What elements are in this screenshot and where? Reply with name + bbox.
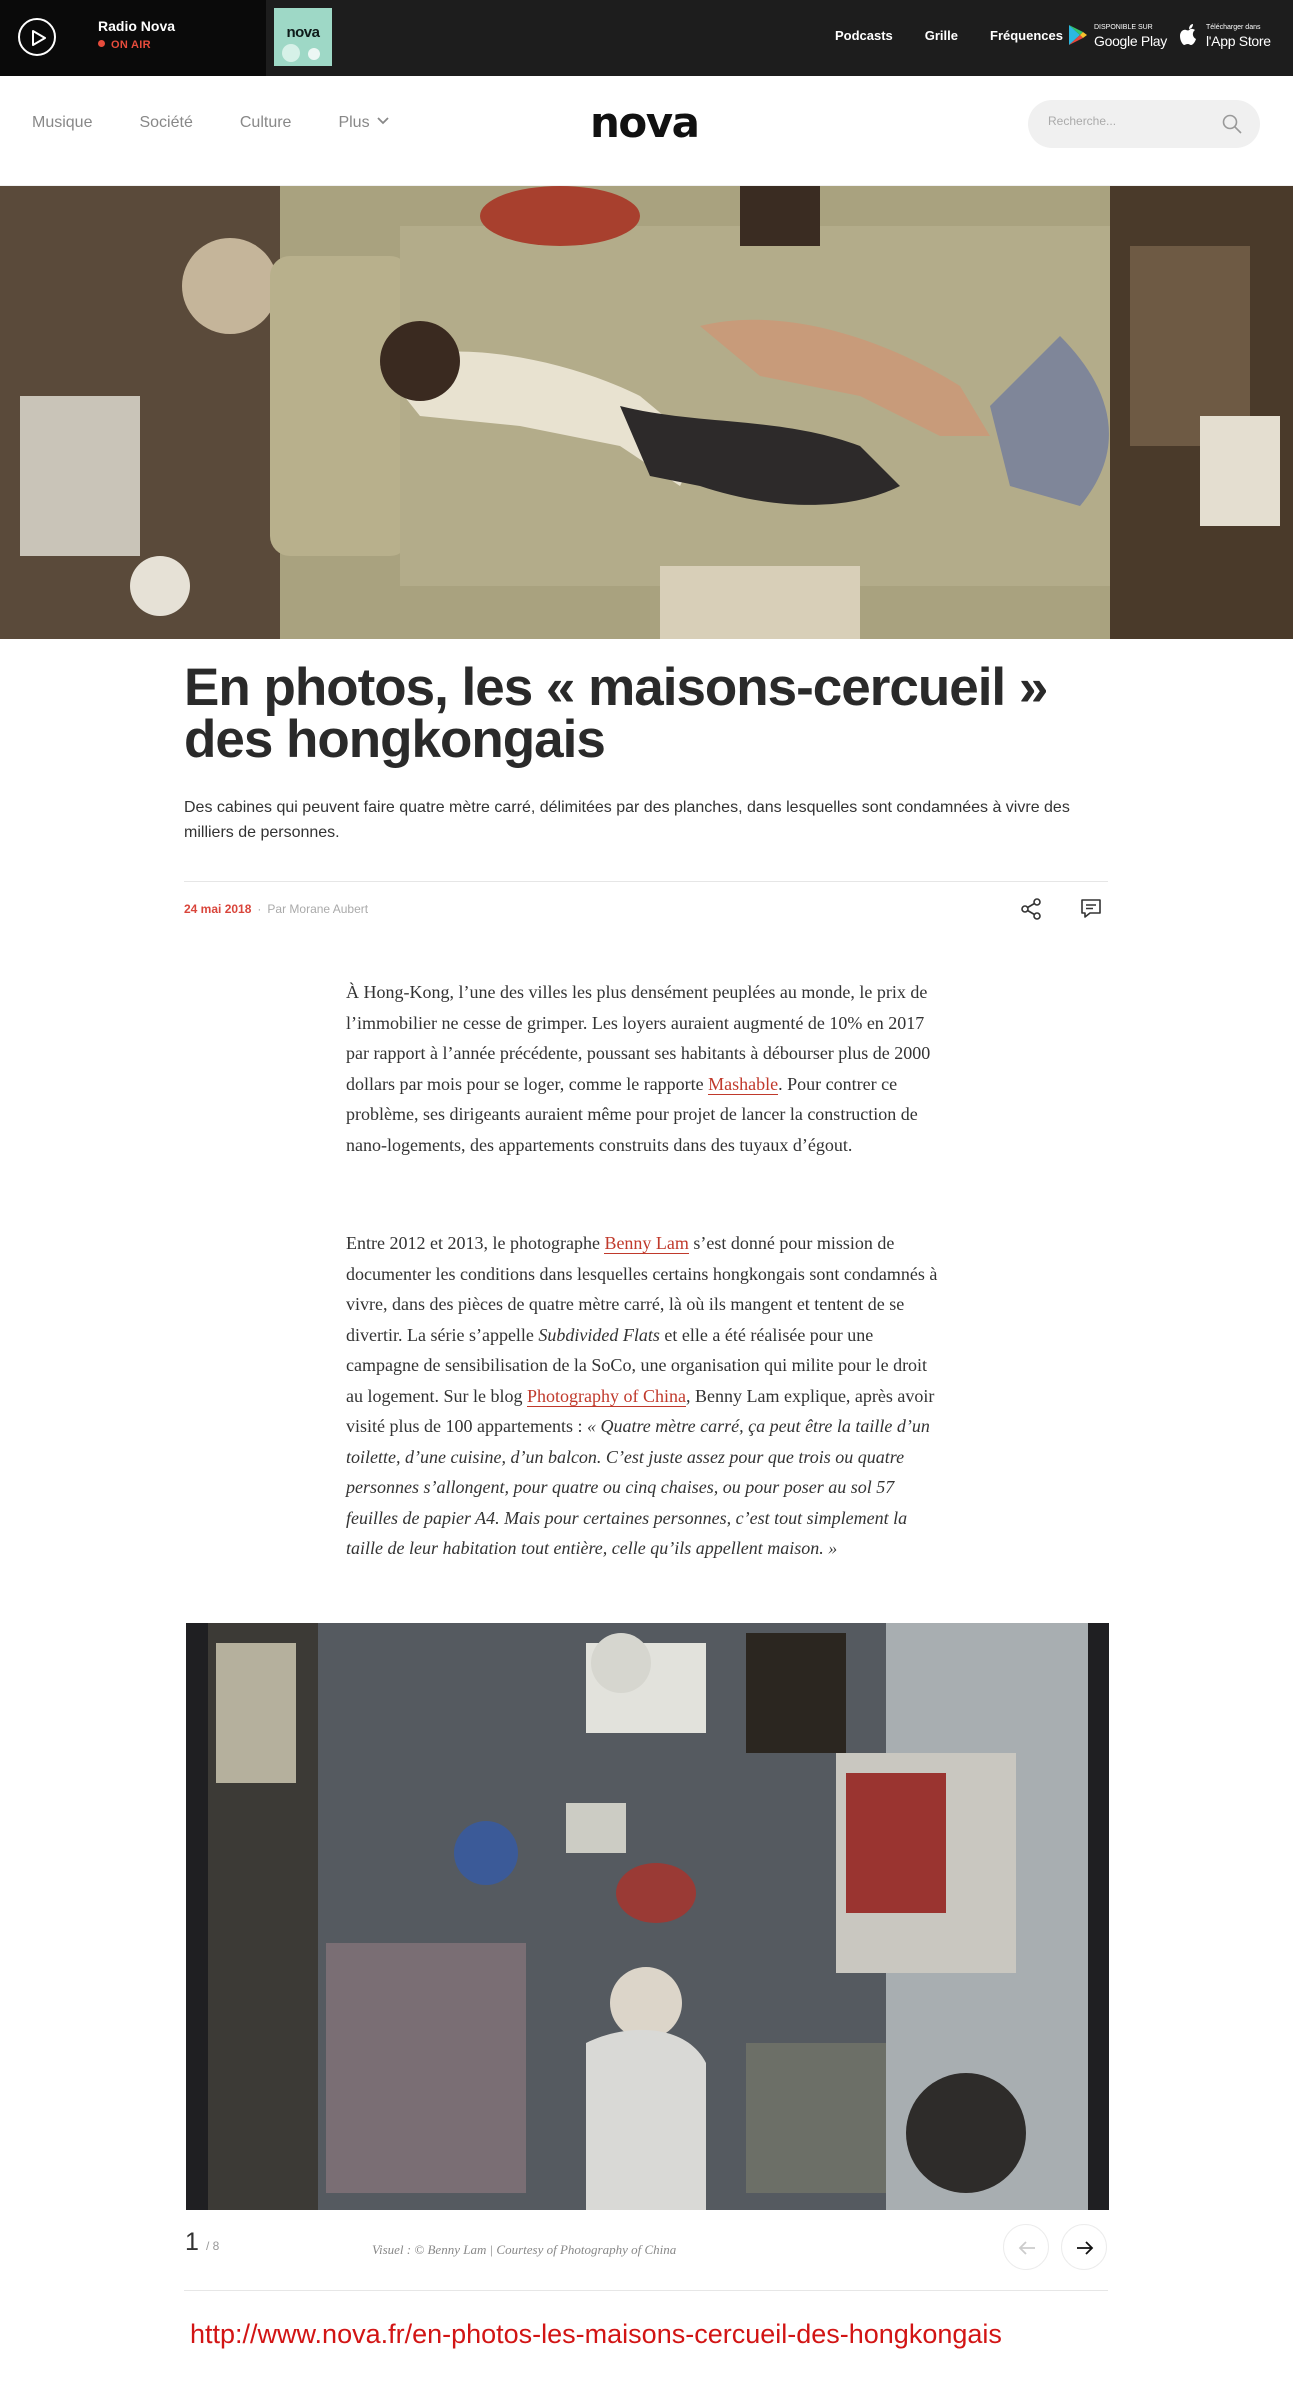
station-name: Radio Nova (98, 18, 176, 34)
source-url: http://www.nova.fr/en-photos-les-maisons-cercueil-des-hongkongais (190, 2319, 1002, 2349)
article-title: En photos, les « maisons-cercueil » des hongkongais (184, 658, 1048, 769)
divider (184, 881, 1108, 882)
apple-icon (1180, 24, 1198, 46)
now-playing-cover[interactable] (274, 8, 332, 66)
divider (184, 2290, 1108, 2291)
search-icon (1222, 114, 1242, 134)
arrow-left-icon (1017, 2238, 1037, 2258)
gallery-image[interactable] (186, 1623, 1109, 2210)
top-links (835, 28, 1063, 43)
chevron-down-icon (377, 117, 389, 125)
top-bar: Radio Nova ON AIR nova Podcasts Grille Fréquences DISPONIBLE SUR Google Play Télécharger dans l'App Store (0, 0, 1293, 76)
nav-musique[interactable]: Musique (32, 114, 93, 131)
paragraph-2: Entre 2012 et 2013, le photographe Benny Lam s’est donné pour mission de documenter les conditions dans lesquelles certains hongkongais sont condamnés à vivre, dans des pièces de quatre mètre carré, là où ils mangent et tentent de se divertir. La série s’appelle Subdivided Flats et elle a été réalisée pour une campagne de sensibilisation de la SoCo, une organisation qui milite pour le droit au logement. Sur le blog Photography of China, Benny Lam explique, après avoir visité plus de 100 appartements : « Quatre mètre carré, ça peut être la taille d’un toilette, d’une cuisine, d’un balcon. C’est juste assez pour que trois ou quatre personnes s’allongent, pour quatre ou cinq chaises, ou pour poser au sol 57 feuilles de papier A4. Mais pour certaines personnes, c’est tout simplement la taille de leur habitation tout entière, celle qu’ils appellent maison. » (346, 1233, 938, 1558)
hero-image (0, 186, 1293, 639)
mashable-link[interactable]: Mashable (708, 1073, 779, 1094)
google-play-icon (1068, 24, 1088, 46)
grille-link[interactable]: Grille (924, 28, 959, 43)
paragraph-1: À Hong-Kong, l’une des villes les plus densément peuplées au monde, le prix de l’immobilier ne cesse de grimper. Les loyers auraient augmenté de 10% en 2017 par rapport à l’année précédente, poussant ses habitants à débourser plus de 2000 dollars par mois pour se loger, comme le rapporte Mashable. Pour contrer ce problème, ses dirigeants auraient même pour projet de lancer la construction de nano-logements, des appartements construits dans des tuyaux d’égout. (346, 982, 931, 1155)
gallery-current: 1 (185, 2228, 199, 2256)
gallery-total: / 8 (206, 2239, 220, 2253)
site-logo[interactable]: nova (590, 98, 699, 147)
frequences-link[interactable]: Fréquences (990, 28, 1063, 43)
arrow-right-icon (1075, 2238, 1095, 2258)
article-meta: 24 mai 2018 · Par Morane Aubert (184, 902, 369, 916)
article-author[interactable]: Par Morane Aubert (267, 902, 369, 916)
gallery-next-button[interactable] (1061, 2224, 1107, 2270)
cover-title: nova (286, 24, 320, 41)
article-standfirst: Des cabines qui peuvent faire quatre mètre carré, délimitées par des planches, dans lesquelles sont condamnées à vivre des milliers de personnes. (184, 799, 1070, 841)
photography-of-china-link[interactable]: Photography of China (526, 1385, 686, 1406)
share-icon[interactable] (1019, 897, 1043, 926)
article-date: 24 mai 2018 (184, 902, 252, 916)
on-air-badge: ON AIR (98, 39, 151, 51)
search-input[interactable] (1048, 114, 1208, 128)
search-box (1028, 100, 1260, 148)
podcasts-link[interactable]: Podcasts (834, 28, 893, 43)
radio-player (0, 0, 266, 76)
category-nav (32, 114, 389, 132)
gallery-prev-button[interactable] (1003, 2224, 1049, 2270)
play-icon[interactable] (18, 18, 56, 56)
quote: « Quatre mètre carré, ça peut être la taille d’un toilette, d’une cuisine, d’un balcon. C’est juste assez pour que trois ou quatre personnes s’allongent, pour quatre ou cinq chaises, ou pour poser au sol 57 feuilles de papier A4. Mais pour certaines personnes, c’est tout simplement la taille de leur habitation tout entière, celle qu’ils appellent maison. » (346, 1416, 930, 1558)
nav-societe[interactable]: Société (139, 114, 193, 131)
main-nav (0, 76, 1293, 186)
live-dot-icon (98, 40, 105, 47)
benny-lam-link[interactable]: Benny Lam (604, 1233, 689, 1253)
nav-plus[interactable]: Plus (338, 114, 388, 132)
comment-icon[interactable] (1079, 897, 1103, 926)
gallery-caption: Visuel : © Benny Lam | Courtesy of Photography of China (372, 2242, 677, 2257)
nav-culture[interactable]: Culture (239, 114, 292, 131)
